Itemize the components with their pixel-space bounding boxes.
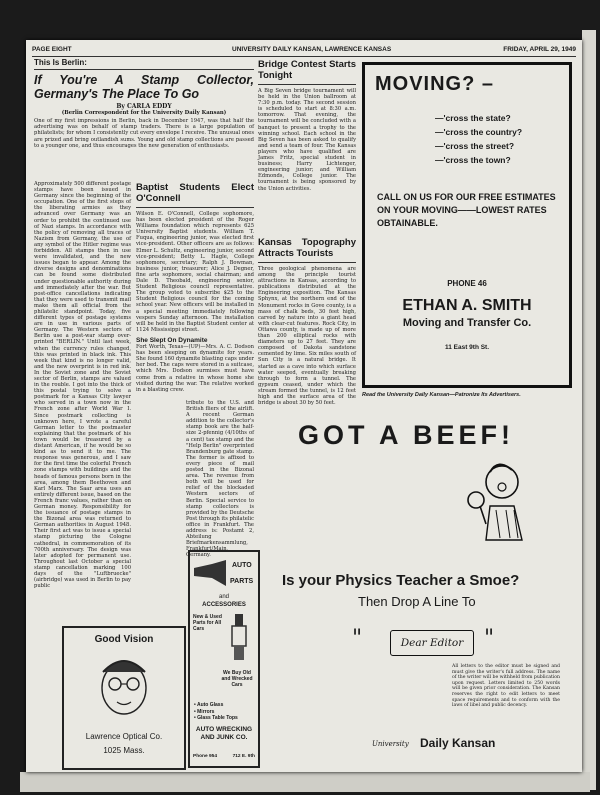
moving-company-sub: Moving and Transfer Co. (402, 317, 532, 329)
cartoon-face-icon (468, 458, 530, 548)
beef-headline: GOT A BEEF! (298, 420, 514, 450)
dynamite-headline: She Slept On Dynamite (136, 337, 208, 344)
quote-close: " (484, 626, 495, 651)
date-line: FRIDAY, APRIL 29, 1949 (503, 46, 576, 53)
beef-fine-print: All letters to the editor must be signed and must give the writer's full address. The name of the writer will be withheld from publication upon request. Letters limited to 250 words will be given prior consideration. The Kansan reserves the right to edit letters to meet space requirements and to conform with the laws of libel and public decency. (452, 664, 561, 709)
auto-address: 712 E. 9th (232, 754, 255, 759)
auto-and: and (218, 594, 229, 600)
bridge-body: A Big Seven bridge tournament will be held in the Union ballroom at 7:30 p.m. today. The second session is scheduled to start at 8:30 a.m. tomorrow. That evening, the tournament will be concluded with a banquet to present a trophy to the winning school. Each school in the Big Seven has been asked to qualify and send a team of four. The Kansas players who have qualified are James Fritz, special student in business; Harry Lichtenger, engineering junior; and William Edmonds, College junior. The tournament is being sponsored by the Union activities. (258, 88, 356, 192)
optical-address: 1025 Mass. (103, 746, 145, 755)
baptist-story (136, 183, 254, 333)
auto-wrecked-text: We Buy Old and Wrecked Cars (221, 670, 253, 688)
paper-bottom (20, 772, 590, 792)
auto-parts-ad (188, 550, 260, 768)
page-number: PAGE EIGHT (32, 46, 72, 53)
spark-plug-icon (224, 614, 254, 664)
masthead: UNIVERSITY DAILY KANSAN, LAWRENCE KANSAS (232, 46, 392, 53)
dynamite-story (136, 338, 254, 398)
page-header (32, 46, 576, 57)
auto-list (194, 702, 238, 722)
dear-editor-box (390, 630, 474, 656)
beef-line-physics: Is your Physics Teacher a Smoe? (282, 572, 520, 589)
moving-title: MOVING? – (375, 73, 495, 95)
newspaper-page (26, 40, 582, 772)
auto-list-item: • Auto Glass (194, 702, 224, 708)
topography-story (258, 237, 356, 407)
moving-ad (362, 62, 572, 388)
horn-icon (192, 558, 228, 588)
face-with-glasses-icon (89, 650, 159, 720)
optical-name: Lawrence Optical Co. (85, 732, 163, 741)
stamp-story-continued (186, 400, 254, 559)
sig-university: University (372, 740, 409, 748)
baptist-body: Wilson E. O'Connell, College sophomore, has been elected president of the Roger Williams foundation which represents 625 University Baptist students. William T. Fuqua, engineering junior, was elected first vice-president. Other officers are as follows: Elmer L. Schultz, engineering junior, second vice-president; Betty L. Hagle, College sophomore, secretary; Ralph J. Bowman, business junior, treasurer; Alice J. Degner, fine arts sophomore, social chairman; and Dale D. Theobald, engineering senior, Student Religious council representative. The group voted to subscribe $25 to the Student Religious council for the coming school year. New officers will be installed in a special meeting immediately following vespers Sunday afternoon. The installation will be held in the Baptist Student center at 1124 Mississippi street. (136, 211, 254, 333)
auto-accessories: ACCESSORIES (202, 602, 246, 608)
moving-phone: PHONE 46 (447, 279, 487, 288)
optical-ad (62, 626, 186, 770)
story-kicker: This Is Berlin: (34, 58, 87, 67)
auto-phone: Phone 954 (193, 754, 217, 759)
continued-body: tribute to the U.S. and British fliers of the airlift. A recent German addition to the collector's stamp book are the half-size 2-pfennig (4/10ths of a cent) tax stamp and the "Help Berlin" overprinted Brandenburg gate stamp. The former is affixed to every piece of mail posted in the Bizonal area. The revenue from both will be used for relief of the blockaded Western sectors of Berlin. Special service to stamp collectors is provided by the Deutsche Post through its philatelic office in Frankfurt. The address is: Postamt 2, Abteilung Briefmarkensammlung, Frankfurt/Main, Germany. (186, 400, 254, 559)
bridge-headline: Bridge Contest Starts Tonight (258, 59, 356, 81)
moving-call: CALL ON US FOR OUR FREE ESTIMATES ON YOUR MOVING——LOWEST RATES OBTAINABLE. (377, 192, 556, 228)
dynamite-body: Fort Worth, Texas—(UP)—Mrs. A. C. Dodson has been sleeping on dynamite for years. She found 160 dynamite blasting caps under her bed. The caps were stored in a suitcase, which Mrs. Dodson surmises must have come from a relative in whose home she visited during the war. The relative worked in a blasting crew. (136, 344, 254, 393)
sig-kansan: Daily Kansan (420, 736, 496, 750)
moving-company: ETHAN A. SMITH (402, 297, 532, 314)
story-lead: One of my first impressions in Berlin, back in December 1947, was that half the advertising was on behalf of stamp traders. There is a large population of philatelists; for whom I consistently cut every envelope I receive. The unusual ones are prized and bring outlandish sums. Young and old stamp collections are passed to a younger one, and thus encourages the new generation of enthusiasts. (34, 118, 254, 149)
moving-address: 11 East 9th St. (444, 344, 490, 351)
moving-line: —'cross the town? (435, 155, 511, 165)
moving-footer: Read the University Daily Kansan—Patronize Its Advertisers. (362, 392, 521, 398)
topography-headline: Kansas Topography Attracts Tourists (258, 237, 356, 259)
auto-list-item: • Glass Table Tops (194, 715, 238, 721)
story-credit: (Berlin Correspondent for the University Daily Kansan) (61, 110, 227, 117)
paper-edge (582, 30, 596, 790)
story-body: Approximately 500 different postage stamps have been issued in Germany since the beginning of the occupation. One of the first steps of the liberating armies as they advanced over Germany was an order to prohibit the continued use of Nazi stamps. In accordance with the policy of removing all traces of Nazism from Germany, the use of any symbol of the Hitler regime was forbidden. All stamps then in use were invalidated, and the new issues began to appear. Among the diverse designs and denominations can be found some distributed under questionable authority during and immediately after the war. But post-office cancellations indicating that they were used to transmit mail make them all official from the philatelic standpoint. Today, five different types of postage systems are in use in various parts of Germany. The Western sectors of Berlin use a post-war stamp over-printed "BERLIN." Until last week, when the currency rules changed, this was printed in black ink. This week that kind is no longer valid, and the new overprint is in red ink. In the Soviet zone and the Soviet sector of Berlin, stamps are valued in the rouble. I got into the thick of this postal trying to solve a postmark for a Kansas City lawyer who served in a town now in the French zone after World War I. Since postmark collecting is unknown here, I wrote a careful German letter to the postmaster explaining that the postmark of his town would be treasured by a distant American, if he would be so kind as to send it to me. The response was generous, and I saw for the first time the colorful French zone stamps with buildings and the heads of famous persons born in the area, among them Beethoven and Karl Marx. The Saar area uses an entirely different issue, based on the French franc values, rather than on German money. Responsibility for the issuance of postage stamps in the Bizonal area was returned to German authorities in August 1948. Their first act was to issue a special stamp picturing the Cologne cathedral, in commemoration of its 700th anniversary. The design was later adopted for permanent use. Throughout last October a special stamp cancellation marking 100 days of the "Luftbruecke" (airbridge) was used in Berlin to pay public (34, 181, 131, 590)
moving-lines (435, 111, 522, 167)
stamp-story-column (34, 181, 131, 631)
moving-line: —'cross the state? (435, 113, 511, 123)
auto-parts-text: New & Used Parts for All Cars (193, 614, 222, 632)
dear-editor-label: Dear Editor (400, 637, 464, 649)
moving-line: —'cross the country? (435, 127, 523, 137)
quote-open: " (352, 626, 363, 651)
topography-body: Three geological phenomena are among the principle tourist attractions in Kansas, according to publications distributed at the Engineering exposition. The Kansas Sphynx, at the northern end of the Monument rocks in Gove county, is a mass of chalk beds, 30 feet high, carved by nature into a giant head with clear-cut features. Rock City, in Ottawa county, is made up of more than 200 elliptical rocks with diameters up to 27 feet. They are composed of Dakota sandstone cemented by lime. Six miles south of Sun City is a natural bridge. It started as a cave into which surface water seeped, eventually breaking through to form a tunnel. The gypsum ceased, under which the stream formed the tunnel, is 12 feet high and the surface area of the bridge is about 30 by 50 feet. (258, 266, 356, 407)
auto-top-2: PARTS (230, 578, 254, 585)
moving-line: —'cross the street? (435, 141, 515, 151)
baptist-headline: Baptist Students Elect O'Connell (136, 182, 254, 204)
auto-top-1: AUTO (232, 562, 252, 569)
optical-title: Good Vision (94, 634, 154, 645)
story-headline: If You're A Stamp Collector, Germany's The Place To Go (34, 73, 254, 102)
beef-ad (262, 406, 576, 768)
story-byline: By CARLA EDDY (116, 103, 172, 111)
auto-company: AUTO WRECKING AND JUNK CO. (195, 726, 253, 741)
stamp-story (34, 60, 254, 180)
beef-line-drop: Then Drop A Line To (358, 594, 476, 609)
auto-list-item: • Mirrors (194, 708, 215, 715)
bridge-story (258, 60, 356, 235)
